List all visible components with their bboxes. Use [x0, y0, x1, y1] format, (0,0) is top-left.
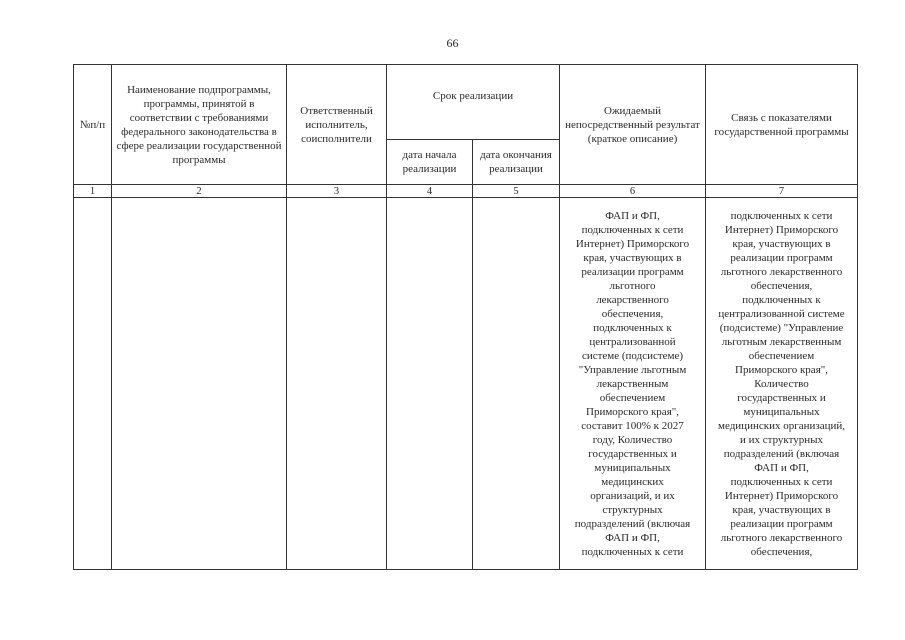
column-number: 3	[287, 185, 387, 198]
header-responsible: Ответственный исполнитель, соисполнители	[287, 65, 387, 185]
cell-indicator-link: подключенных к сети Интернет) Приморского края, участвующих в реализации программ льготного лекарственного обеспечения, подключенных к централизованной системе (подсистеме) "Управление льготным лекарственным обеспечением Приморского края", Количество государственных и муниципальных медицинских организаций, и их структурных подразделений (включая ФАП и ФП, подключенных к сети Интернет) Приморского края, участвующих в реализации программ льготного лекарственного обеспечения,	[706, 198, 858, 570]
cell-expected-result: ФАП и ФП, подключенных к сети Интернет) Приморского края, участвующих в реализации программ льготного лекарственного обеспечения, подключенных к централизованной системе (подсистеме) "Управление льготным лекарственным обеспечением Приморского края", составит 100% к 2027 году, Количество государственных и муниципальных медицинских организаций, и их структурных подразделений (включая ФАП и ФП, подключенных к сети	[560, 198, 706, 570]
cell-end-date	[473, 198, 560, 570]
cell-start-date	[387, 198, 473, 570]
header-start-date: дата начала реализации	[387, 140, 473, 185]
page-number: 66	[446, 36, 459, 50]
header-end-date: дата окончания реализации	[473, 140, 560, 185]
column-number: 1	[74, 185, 112, 198]
cell-responsible	[287, 198, 387, 570]
column-number-row	[74, 185, 858, 198]
column-number: 4	[387, 185, 473, 198]
program-table	[73, 64, 858, 570]
column-number: 7	[706, 185, 858, 198]
header-indicator-link: Связь с показателями государственной программы	[706, 65, 858, 185]
header-term-group: Срок реализации	[387, 65, 560, 140]
table-header-row	[74, 65, 858, 140]
column-number: 6	[560, 185, 706, 198]
header-subprogram-name: Наименование подпрограммы, программы, принятой в соответствии с требованиями федерального законодательства в сфере реализации государственной программы	[112, 65, 287, 185]
header-expected-result: Ожидаемый непосредственный результат (краткое описание)	[560, 65, 706, 185]
header-num: №п/п	[74, 65, 112, 185]
cell-subprogram-name	[112, 198, 287, 570]
cell-num	[74, 198, 112, 570]
column-number: 5	[473, 185, 560, 198]
table-row	[74, 198, 858, 570]
column-number: 2	[112, 185, 287, 198]
